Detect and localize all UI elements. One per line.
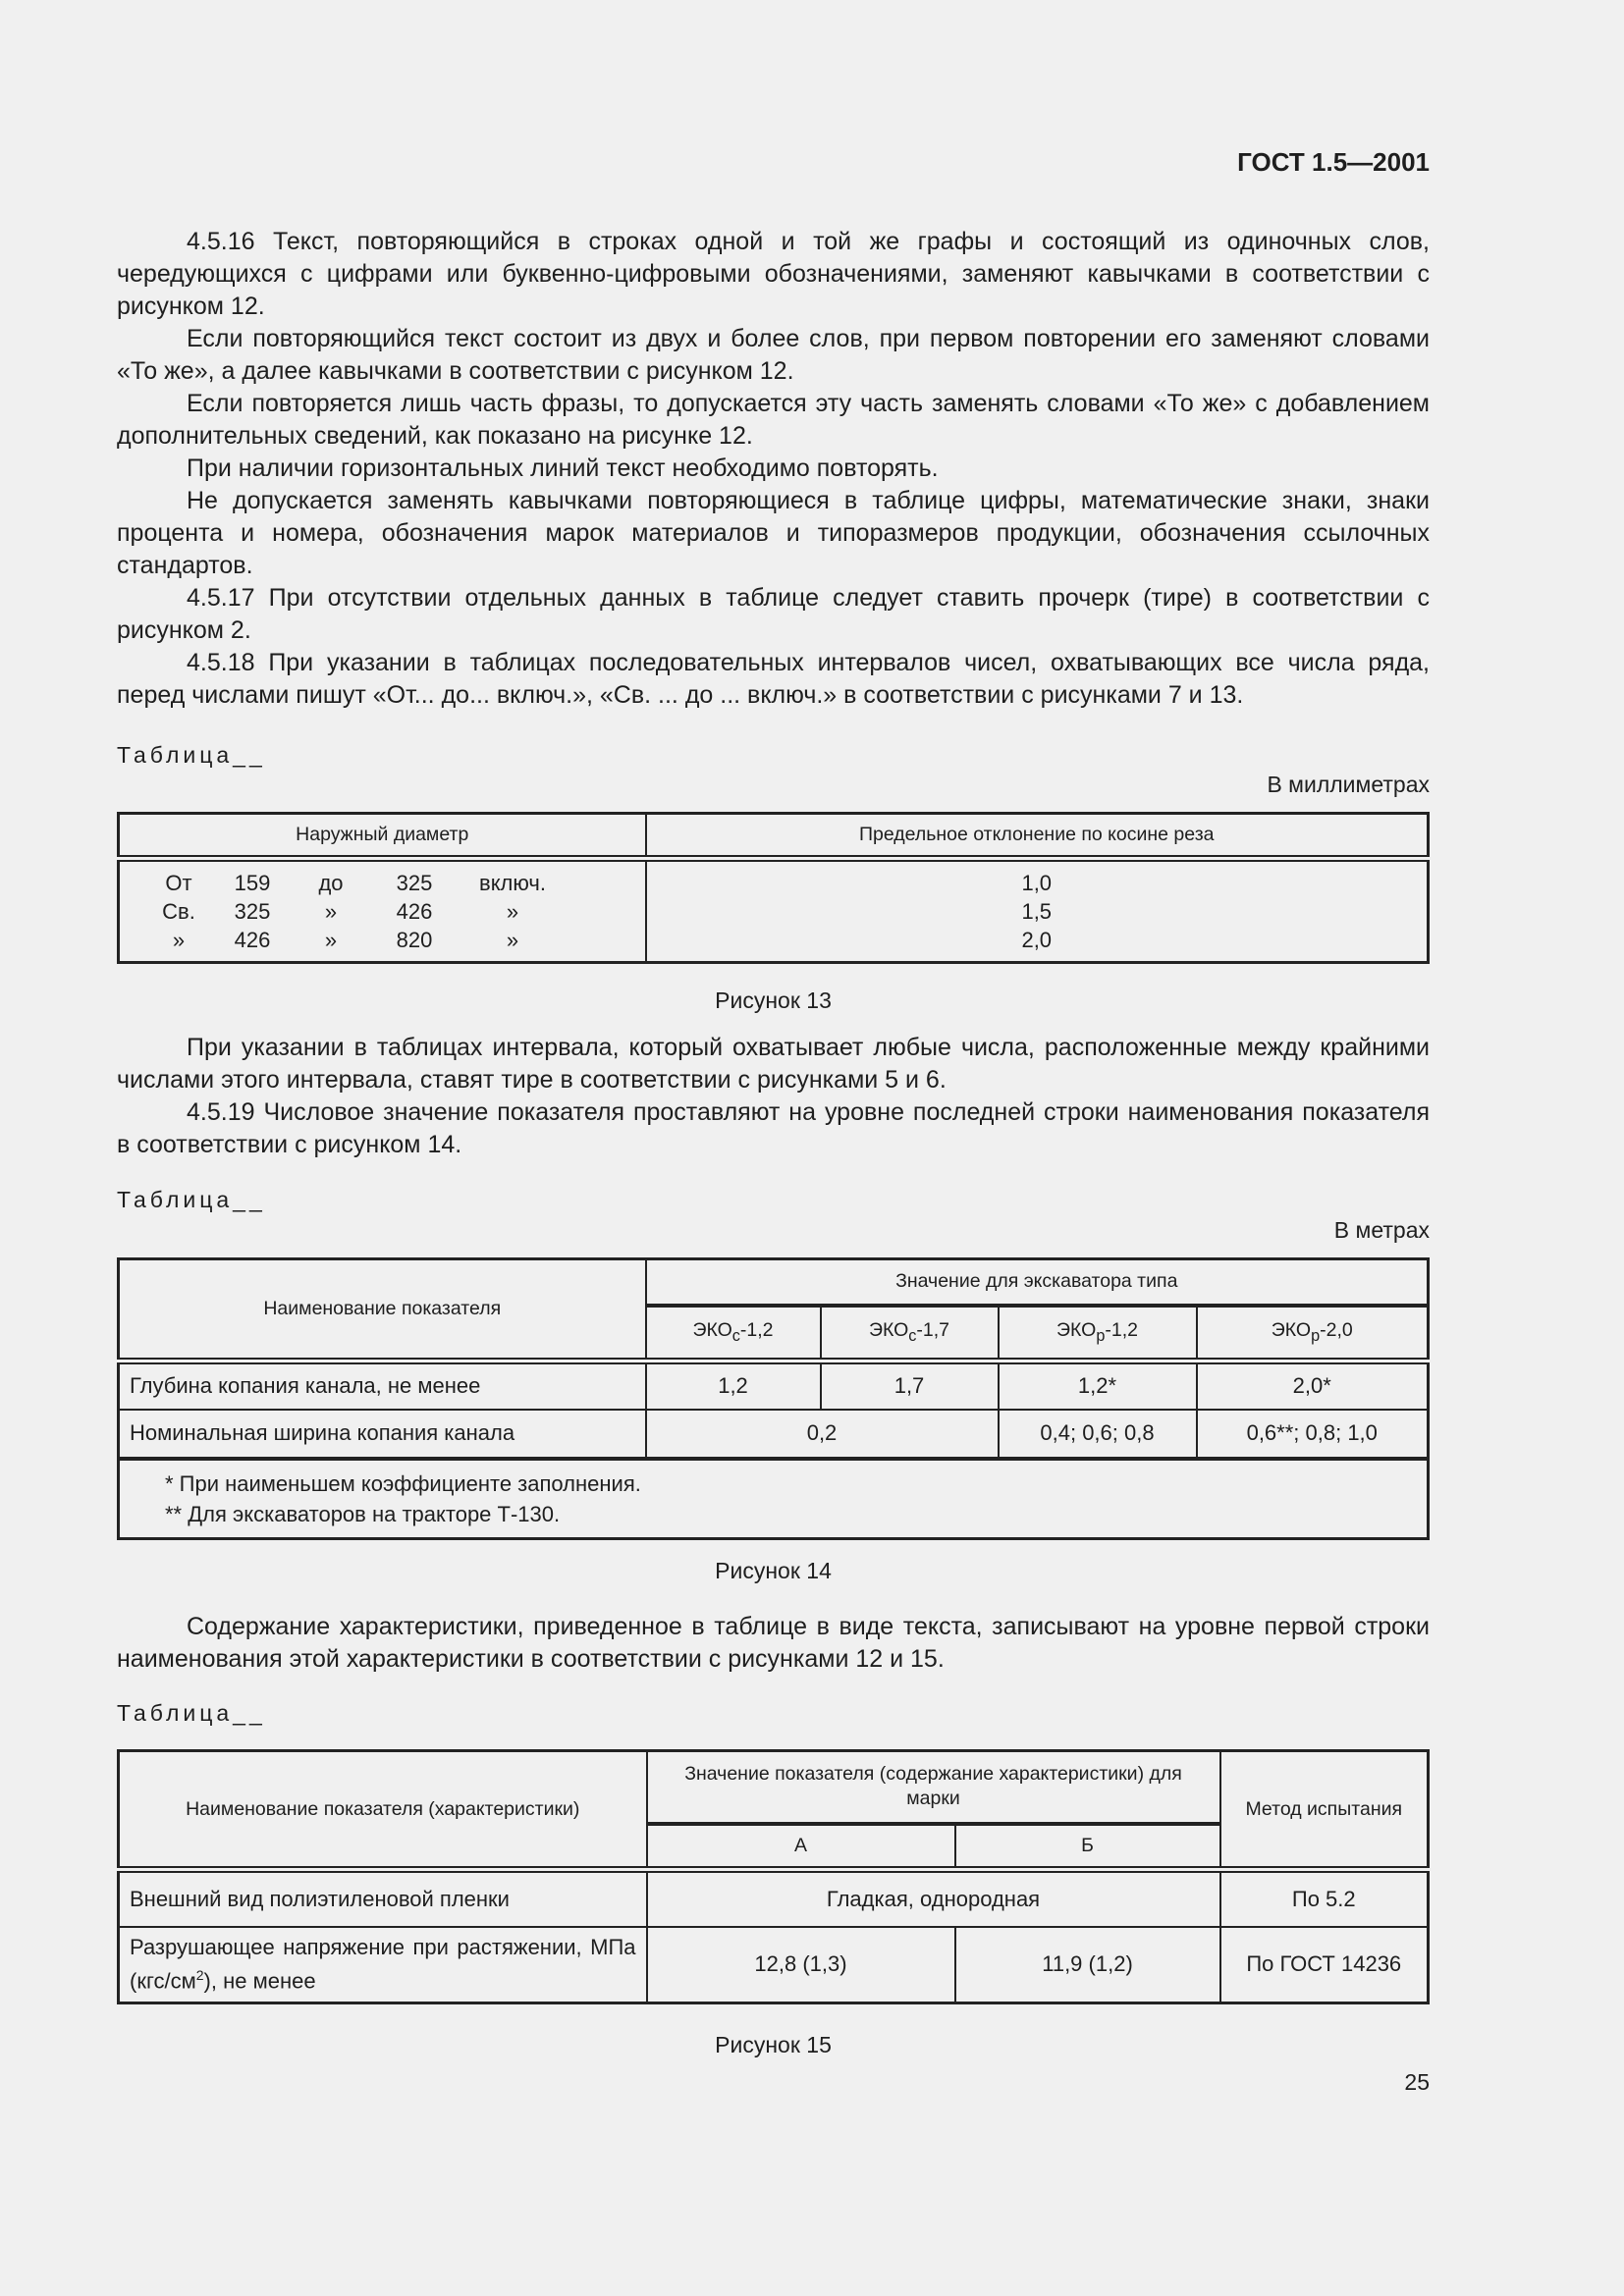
text-block-1 (117, 226, 1430, 712)
type-sub: р (1096, 1326, 1106, 1345)
table-label: Таблица__ (117, 1700, 266, 1726)
footnote: * При наименьшем коэффициенте заполнения. (165, 1470, 641, 1496)
type-base: ЭКО (868, 1318, 909, 1341)
range-text: 426 (396, 899, 433, 924)
type-suffix: -1,2 (739, 1318, 774, 1341)
range-text: » (324, 928, 338, 952)
footnotes (119, 1459, 1429, 1539)
document-header: ГОСТ 1.5—2001 (1237, 147, 1430, 177)
type-header (999, 1306, 1197, 1362)
paragraph: Если повторяющийся текст состоит из двух и более слов, при первом повторении его заменяют словами «То же», а далее кавычками в соответствии с рисунком 12. (117, 325, 1430, 385)
type-header (1197, 1306, 1429, 1362)
name-text: ), не менее (203, 1968, 316, 1994)
range-text: 325 (396, 871, 433, 895)
units-label: В миллиметрах (1267, 772, 1430, 797)
value-text: 1,5 (1021, 899, 1053, 924)
figure-caption: Рисунок 15 (715, 2032, 832, 2057)
type-suffix: -1,7 (916, 1318, 950, 1341)
value-cell (646, 859, 1429, 963)
footnote: ** Для экскаваторов на тракторе Т-130. (165, 1501, 561, 1526)
units-label: В метрах (1333, 1217, 1430, 1243)
type-base: ЭКО (692, 1318, 732, 1341)
name-text: Разрушающее напряжение при растяжении, МПа (кгс/см (130, 1935, 636, 1994)
range-text: 820 (396, 928, 433, 952)
cell: По ГОСТ 14236 (1220, 1927, 1429, 2003)
paragraph: 4.5.16 Текст, повторяющийся в строках одной и той же графы и состоящий из одиночных слов, чередующихся с цифрами или буквенно-цифровыми обозначениями, заменяют кавычками в соответствии с рисунком 12. (117, 228, 1430, 320)
range-text: » (506, 899, 519, 924)
table-row (119, 1362, 1429, 1410)
mark-header: Б (955, 1824, 1220, 1870)
cell: Гладкая, однородная (647, 1870, 1220, 1927)
paragraph: Не допускается заменять кавычками повторяющиеся в таблице цифры, математические знаки, знаки процента и номера, обозначения марок материалов и типоразмеров продукции, обозначения ссылочных стандартов. (117, 487, 1430, 579)
column-header: Наименование показателя (119, 1259, 646, 1362)
type-sub: с (908, 1326, 917, 1345)
type-sub: р (1311, 1326, 1321, 1345)
type-suffix: -1,2 (1105, 1318, 1138, 1341)
cell: 1,2 (646, 1362, 821, 1410)
range-text: 426 (234, 928, 271, 952)
paragraph: 4.5.17 При отсутствии отдельных данных в таблице следует ставить прочерк (тире) в соответствии с рисунком 2. (117, 584, 1430, 644)
cell: 0,2 (646, 1410, 999, 1459)
figure-caption: Рисунок 13 (715, 988, 832, 1013)
cell: 1,7 (821, 1362, 999, 1410)
column-group-header: Значение показателя (содержание характеристики) для марки (647, 1751, 1220, 1824)
table-figure-14 (117, 1257, 1430, 1540)
range-text: 325 (234, 899, 271, 924)
cell: 2,0* (1197, 1362, 1429, 1410)
range-text: » (324, 899, 338, 924)
cell: 1,2* (999, 1362, 1197, 1410)
range-text: до (318, 871, 344, 895)
figure-caption: Рисунок 14 (715, 1558, 832, 1583)
paragraph: 4.5.18 При указании в таблицах последовательных интервалов чисел, охватывающих все числа ряда, перед числами пишут «От... до... включ.», «Св. ... до ... включ.» в соответствии с рисунками 7 и 13. (117, 649, 1430, 709)
cell: 0,4; 0,6; 0,8 (999, 1410, 1197, 1459)
page-number: 25 (1404, 2069, 1430, 2095)
table-label: Таблица__ (117, 1187, 266, 1212)
range-text: 159 (234, 871, 271, 895)
table-label: Таблица__ (117, 742, 266, 768)
type-sub: с (731, 1326, 740, 1345)
column-header: Наружный диаметр (119, 814, 646, 859)
column-header: Наименование показателя (характеристики) (119, 1751, 647, 1870)
row-name (119, 1927, 647, 2003)
value-text: 2,0 (1021, 928, 1053, 952)
cell: 12,8 (1,3) (647, 1927, 955, 2003)
cell: По 5.2 (1220, 1870, 1429, 1927)
range-text: » (506, 928, 519, 952)
range-text: » (172, 928, 186, 952)
paragraph: 4.5.19 Числовое значение показателя проставляют на уровне последней строки наименования показателя в соответствии с рисунком 14. (117, 1098, 1430, 1158)
table-figure-13 (117, 812, 1430, 964)
type-header (646, 1306, 821, 1362)
table-row (119, 1927, 1429, 2003)
paragraph: Если повторяется лишь часть фразы, то допускается эту часть заменять словами «То же» с добавлением дополнительных сведений, как показано на рисунке 12. (117, 390, 1430, 450)
range-text: включ. (479, 871, 546, 895)
paragraph: При наличии горизонтальных линий текст необходимо повторять. (187, 454, 939, 482)
range-cell (119, 859, 646, 963)
type-suffix: -2,0 (1320, 1318, 1353, 1341)
cell: 11,9 (1,2) (955, 1927, 1220, 2003)
cell: 0,6**; 0,8; 1,0 (1197, 1410, 1429, 1459)
text-block-3 (117, 1611, 1430, 1676)
type-base: ЭКО (1056, 1318, 1097, 1341)
type-base: ЭКО (1271, 1318, 1312, 1341)
range-text: От (165, 871, 192, 895)
row-name: Номинальная ширина копания канала (119, 1410, 646, 1459)
table-row (119, 1410, 1429, 1459)
row-name: Глубина копания канала, не менее (119, 1362, 646, 1410)
footnotes-row (119, 1459, 1429, 1539)
superscript: 2 (195, 1967, 204, 1984)
text-block-2 (117, 1032, 1430, 1161)
table-figure-15 (117, 1749, 1430, 2004)
value-text: 1,0 (1021, 871, 1053, 895)
range-text: Св. (162, 899, 195, 924)
paragraph: При указании в таблицах интервала, который охватывает любые числа, расположенные между крайними числами этого интервала, ставят тире в соответствии с рисунками 5 и 6. (117, 1034, 1430, 1094)
column-header: Метод испытания (1220, 1751, 1429, 1870)
table-row (119, 1870, 1429, 1927)
column-group-header: Значение для экскаватора типа (646, 1259, 1429, 1306)
row-name: Внешний вид полиэтиленовой пленки (119, 1870, 647, 1927)
column-header: Предельное отклонение по косине реза (646, 814, 1429, 859)
mark-header: А (647, 1824, 955, 1870)
type-header (821, 1306, 999, 1362)
paragraph: Содержание характеристики, приведенное в таблице в виде текста, записывают на уровне первой строки наименования этой характеристики в соответствии с рисунками 12 и 15. (117, 1613, 1430, 1673)
